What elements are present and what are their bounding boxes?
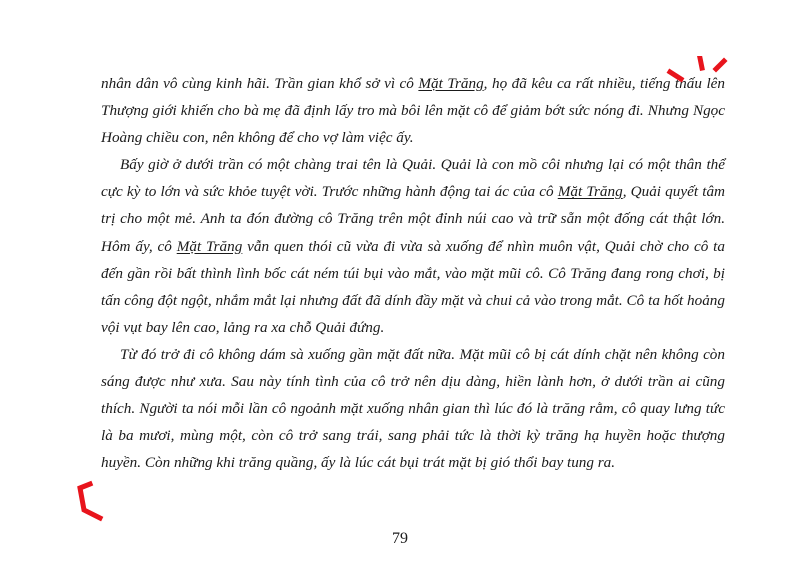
text-run: nhân dân vô cùng kinh hãi. Trần gian khổ sở vì cô: [101, 75, 419, 92]
paragraph: [101, 151, 725, 341]
underlined-name: Mặt Trăng: [418, 75, 484, 92]
underlined-name: Mặt Trăng: [176, 237, 243, 255]
crop-corner-mark-icon: [664, 56, 736, 86]
crop-bracket-mark-icon: [72, 478, 112, 528]
text-run: Bấy giờ ở dưới trần có một chàng trai tên là Quải. Quải là con mồ côi nhưng lại có một thân thể cực kỳ to lớn và sức khỏe tuyệt vời. Trước những hành động tai ác của cô: [101, 156, 725, 201]
paragraph: [101, 341, 725, 476]
text-run: Từ đó trở đi cô không dám sà xuống gần mặt đất nữa. Mặt mũi cô bị cát dính chặt nên không còn sáng được như xưa. Sau này tính tình của cô trở nên dịu dàng, hiền lành hơn, ở dưới trần ai cũng thích. Người ta nói mỗi lần cô ngoảnh mặt xuống nhân gian thì lúc đó là trăng rằm, cô quay lưng tức là ba mươi, mùng một, còn cô trở sang trái, sang phải tức là thời kỳ trăng hạ huyền hoặc thượng huyền. Còn những khi trăng quầng, ấy là lúc cát bụi trát mặt bị gió thổi bay tung ra.: [101, 345, 725, 472]
text-run: vẫn quen thói cũ vừa đi vừa sà xuống để nhìn muôn vật, Quải chờ cho cô ta đến gần rồi bất thình lình bốc cát ném túi bụi vào mắt, vào mặt mũi cô. Cô Trăng đang rong chơi, bị tấn công đột ngột, nhắm mắt lại nhưng đất đã dính đầy mặt và chui cả vào trong mắt. Cô ta hốt hoảng vội vụt bay lên cao, lảng ra xa chỗ Quải đứng.: [101, 237, 725, 336]
text-run: , Quải quyết tâm trị cho một mẻ. Anh ta đón đường cô Trăng trên một đỉnh núi cao và trữ sẵn một đống cát thật lớn. Hôm ấy, cô: [101, 183, 726, 255]
text-run: , họ đã kêu ca rất nhiều, tiếng thấu lên Thượng giới khiến cho bà mẹ đã định lấy tro mà bôi lên mặt cô để giảm bớt sức nóng đi. Nhưng Ngọc Hoàng chiều con, nên không để cho vợ làm việc ấy.: [101, 75, 725, 147]
underlined-name: Mặt Trăng: [557, 183, 623, 201]
page-number: 79: [392, 530, 408, 547]
body-text: [101, 70, 725, 476]
paragraph: [101, 70, 725, 151]
